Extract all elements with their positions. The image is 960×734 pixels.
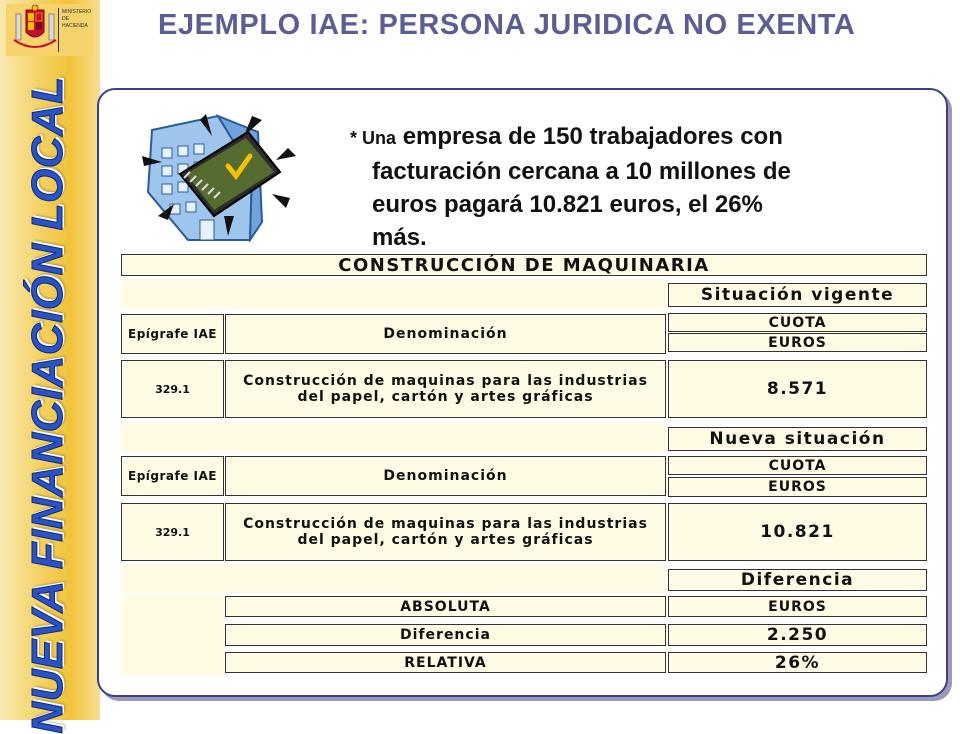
- bullet-prefix: * Una: [350, 128, 397, 148]
- new-epigrafe-header: Epígrafe IAE: [121, 456, 224, 496]
- difference-euros-header: EUROS: [668, 596, 927, 617]
- filler-band: [121, 565, 666, 593]
- current-denominacion-header: Denominación: [225, 314, 666, 354]
- filler-band: [121, 595, 224, 675]
- new-epigrafe-value: 329.1: [121, 503, 224, 561]
- current-cuota-value: 8.571: [668, 360, 927, 418]
- bullet-line-3: euros pagará 10.821 euros, el 26%: [372, 191, 763, 218]
- diferencia-row-value: 2.250: [668, 624, 927, 646]
- current-denominacion-value: Construcción de maquinas para las industrias del papel, cartón y artes gráficas: [225, 360, 666, 418]
- sidebar-band: [0, 0, 100, 734]
- filler-band: [121, 279, 666, 309]
- ministry-label: MINISTERIO DE HACIENDA: [62, 9, 92, 29]
- current-epigrafe-value: 329.1: [121, 360, 224, 418]
- relativa-value: 26%: [668, 652, 927, 673]
- new-cuota-value: 10.821: [668, 503, 927, 561]
- new-cuota-header: CUOTA: [668, 456, 927, 475]
- vertical-program-title: NUEVA FINANCIACIÓN LOCAL: [23, 76, 72, 734]
- table-heading: CONSTRUCCIÓN DE MAQUINARIA: [121, 254, 927, 276]
- bullet-line-4: más.: [372, 224, 427, 251]
- current-situation-label: Situación vigente: [668, 283, 927, 307]
- difference-label: Diferencia: [668, 569, 927, 591]
- current-epigrafe-header: Epígrafe IAE: [121, 314, 224, 354]
- relativa-label: RELATIVA: [225, 652, 666, 673]
- new-denominacion-header: Denominación: [225, 456, 666, 496]
- slide-title: EJEMPLO IAE: PERSONA JURIDICA NO EXENTA: [158, 9, 856, 41]
- bullet-paragraph: [350, 120, 910, 254]
- bullet-line-1: empresa de 150 trabajadores con: [402, 123, 783, 150]
- new-euros-header: EUROS: [668, 477, 927, 497]
- absoluta-label: ABSOLUTA: [225, 596, 666, 617]
- current-cuota-header: CUOTA: [668, 313, 927, 332]
- bullet-line-2: facturación cercana a 10 millones de: [372, 158, 791, 185]
- diferencia-row-label: Diferencia: [225, 624, 666, 646]
- filler-band: [121, 422, 666, 452]
- new-situation-label: Nueva situación: [668, 427, 927, 451]
- building-notebook-icon: [140, 112, 305, 242]
- current-euros-header: EUROS: [668, 333, 927, 352]
- new-denominacion-value: Construcción de maquinas para las industrias del papel, cartón y artes gráficas: [225, 503, 666, 561]
